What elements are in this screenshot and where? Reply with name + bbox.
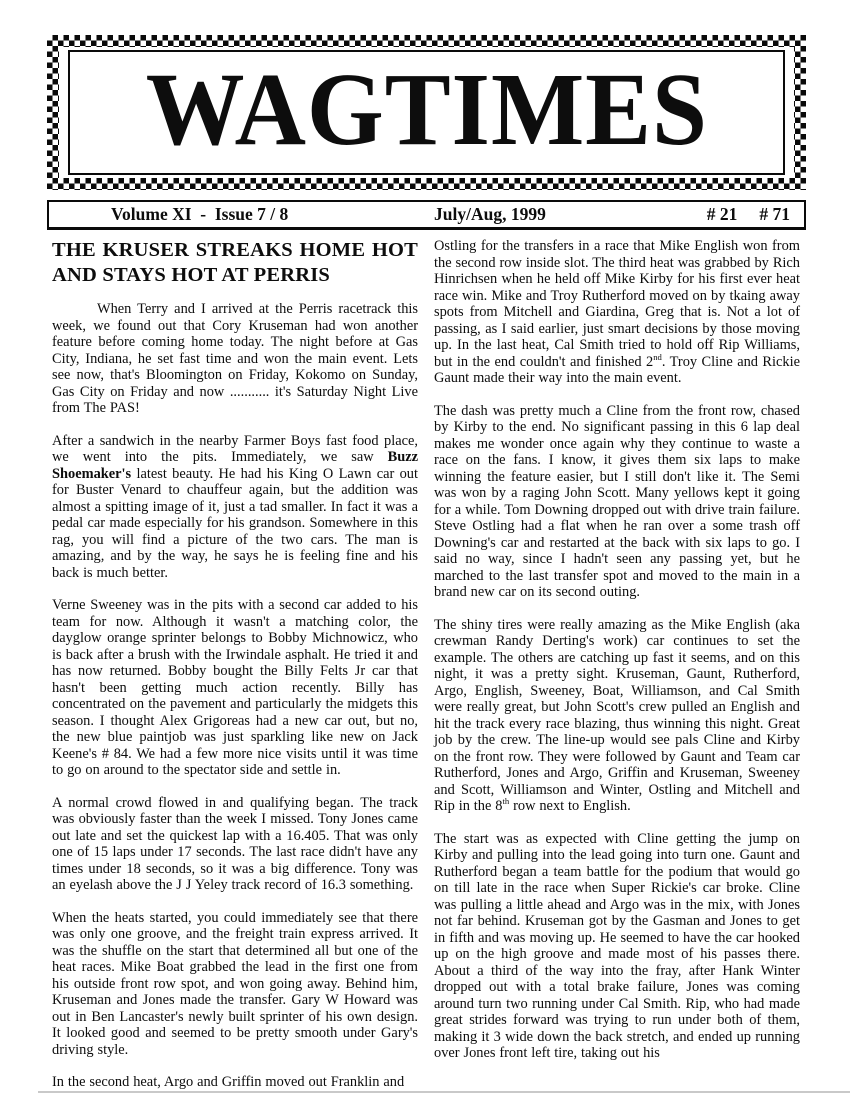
newsletter-title: WAGTIMES [145,51,708,167]
paragraph [434,831,800,1062]
masthead [47,35,806,190]
paragraph [52,597,418,779]
body-text: The start was as expected with Cline getting the jump on Kirby and pulling into the lead going into turn one. Gaunt and Rutherford began a team battle for the podium that would go on till late in the race when Super Rickie's car broke. Cline was pulling a little ahead and Argo was in the mix, with Jones not far behind. Kruseman got by the Gasman and Jones to get in fifth and was moving up. He seemed to have the car hooked up on the high groove and made most of his passes there. About a third of the way into the fray, after Hank Winter dropped out with a total brake failure, Jones was coming around turn two running under Cal Smith. Rip, who had made great strides forward was trying to run under both of them, making it 3 wide down the back stretch, and ended up running over Jones front left tire, taking out his [434,830,800,1061]
superscript-text: nd [653,351,662,362]
paragraph [434,238,800,387]
paragraph [52,301,418,417]
body-text: After a sandwich in the nearby Farmer Boys fast food place, we went into the pits. Immediately, we saw [52,432,418,465]
body-text: The shiny tires were really amazing as the Mike English (aka crewman Randy Derting's work) car continues to set the example. The others are catching up fast it seems, and on this night, it was a pretty sight. Kruseman, Gaunt, Rutherford, Argo, English, Sweeney, Boat, Williamson, and Cal Smith were really great, but John Scott's crew pulled an English and hit the track every race blazing, thus winning this night. Great job by the crew. The line-up would see pals Cline and Kirby on the front row. They were followed by Gaunt and Team car Rutherford, Jones and Argo, Griffin and Kruseman, Sweeney and Scott, Williamson and Winter, Ostling and Mitchell and Rip in the 8 [434,616,800,814]
issue-date-label: July/Aug, 1999 [434,204,546,224]
headline-line-1: THE KRUSER STREAKS HOME HOT [52,239,418,261]
right-column [434,238,800,1100]
article-headline [52,238,418,288]
superscript-text: th [502,796,510,807]
paragraph [52,1074,418,1091]
body-text: In the second heat, Argo and Griffin moved out Franklin and [52,1074,405,1090]
body-text: A normal crowd flowed in and qualifying began. The track was obviously faster than the week I missed. Tony Jones came out late and set the quickest lap with a 16.405. That was only one of 15 laps under 17 seconds. The last race didn't have any times under 18 seconds, so it was a big difference. Tony was an eyelash above the J J Yeley track record of 16.3 something. [52,794,418,893]
paragraph [52,433,418,582]
issue-numbers [707,204,790,225]
body-text: The dash was pretty much a Cline from the front row, chased by Kirby to the end. No significant passing in this 6 lap deal makes me wonder once again why they continue to waste a race on the fans. I know, it gives them six laps to make winning the feature easier, but I still don't like it. The Semi was won by a raging John Scott. Many yellows kept it going for a while. Tom Downing dropped out with drive train failure. Steve Ostling had a flat when he ran over a some trash off Downing's car and restarted at the back with six laps to go. I said no way, since I hadn't seen any passing yet, but he marched to the last transfer spot and moved to the main in a brand new car on its second outing. [434,402,800,600]
body-text: When Terry and I arrived at the Perris racetrack this week, we found out that Cory Kruseman had won another feature before coming home today. The night before at Gas City, Indiana, he set fast time and won the main event. Lets see now, that's Bloomington on Friday, Kokomo on Sunday, Gas City on Friday and now ........... it's Saturday Night Live from The PAS! [52,301,418,416]
body-text: When the heats started, you could immediately see that there was only one groove, and the freight train express arrived. It was the shuffle on the start that determined all but one of the heat races. Mike Boat grabbed the lead in the first one from his outside front row spot, and won going away. Behind him, Kruseman and Jones made the transfer. Gary W Howard was out in Ben Lancaster's newly built sprinter of his own design. It looked good and seemed to be pretty smooth under Gary's driving style. [52,909,418,1058]
body-text: row next to English. [509,798,631,814]
body-text: Ostling for the transfers in a race that Mike English won from the second row inside slot. The third heat was grabbed by Rich Hinrichsen when he held off Mike Kirby for his first ever heat race win. Mike and Troy Rutherford moved on by tkaing away spots from Mitchell and Giardina, Greg that is. Not a lot of passing, as I said earlier, just smart decisions by those moving up. In the last heat, Cal Smith tried to hold off Rip Williams, but in the end couldn't and finished 2 [434,238,800,370]
body-text: Verne Sweeney was in the pits with a second car added to his team for now. Although it wasn't a matching color, the dayglow orange sprinter belongs to Bobby Michnowicz, who is back after a brush with the Irwindale asphalt. He tried it and has now returned. Bobby bought the Billy Felts Jr car that hasn't been getting much action recently. Billy has concentrated on the pavement and particularly the midgets this season. I thought Alex Grigoreas had a new car out, but no, the new blue paintjob was just sparkling like new on Jack Keene's # 84. We had a few more nice visits until it was time to go on around to the spectator side and settle in. [52,597,418,778]
bold-text: Buzz Shoemaker's [52,449,418,482]
issue-bar [47,200,806,230]
volume-issue-label: Volume XI - Issue 7 / 8 [111,204,289,224]
paragraph [52,795,418,894]
headline-line-2: AND STAYS HOT AT PERRIS [52,264,331,286]
body-text: . Troy Cline and Rickie Gaunt made their way into the main event. [434,353,800,386]
paragraph [434,617,800,815]
left-column [52,238,418,1100]
issue-number-71: # 71 [759,204,790,224]
article-body [52,238,800,1100]
scan-edge-line [38,1091,850,1093]
paragraph [52,910,418,1059]
paragraph [434,403,800,601]
issue-number-21: # 21 [706,204,738,224]
body-text: latest beauty. He had his King O Lawn car out for Buster Venard to chauffeur again, but the addition was almost a spitting image of it, just a tad smaller. In fact it was a pedal car made especially for his grandson. Somewhere in this rag, you will find a picture of the two cars. The man is amazing, and by the way, he says he is feeling fine and his back is much better. [52,465,418,581]
masthead-frame [68,50,785,175]
masthead-gap [59,47,794,178]
